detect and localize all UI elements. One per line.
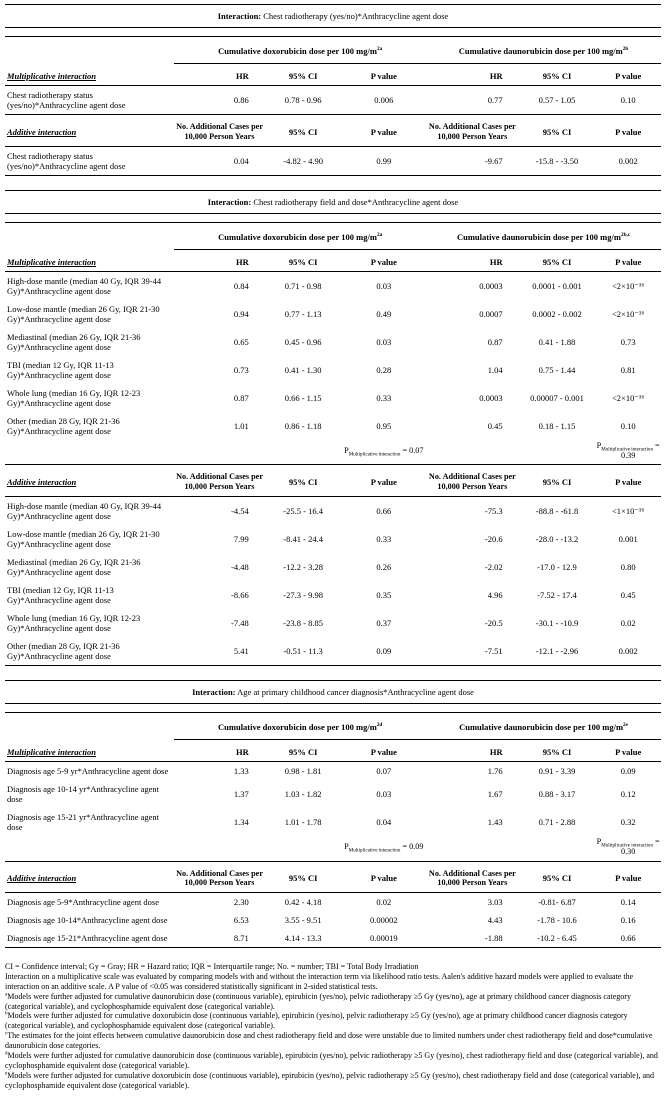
ci-cell: -8.41 - 24.4 <box>283 533 323 544</box>
p-value: = 0.39 <box>621 441 660 460</box>
pvalue-cell: 0.001 <box>618 533 638 544</box>
pvalue-cell: 0.04 <box>376 817 392 828</box>
col-header-ci: 95% CI <box>265 249 342 271</box>
p-value: = 0.30 <box>621 837 660 856</box>
row-label: Diagnosis age 5-9 yr*Anthracycline agent dose <box>7 766 169 777</box>
table1-caption <box>5 4 661 28</box>
col-header-pvalue: P value <box>342 861 427 892</box>
pvalue-cell: 0.33 <box>376 392 392 403</box>
row-label: Low-dose mantle (median 26 Gy, IQR 21-30 Gy)*Anthracycline agent dose <box>7 303 160 324</box>
col-header-ci: 95% CI <box>265 465 342 496</box>
pvalue-cell: 0.10 <box>620 421 636 431</box>
col-header-ci: 95% CI <box>519 115 596 146</box>
caption-prefix: Interaction: <box>217 11 262 21</box>
p-interaction-right <box>595 836 661 861</box>
footnote: CI = Confidence interval; Gy = Gray; HR = Hazard ratio; IQR = Interquartile range; No. = number; TBI = Total Body Irradiation <box>5 961 419 971</box>
footnotes-block <box>5 962 661 1091</box>
col-header-pvalue: P value <box>595 861 661 892</box>
estimate-cell: 0.45 <box>487 421 503 431</box>
group-footnote-marker: 2a <box>376 231 383 238</box>
pvalue-cell: 0.73 <box>620 336 636 347</box>
pvalue-cell: <1×10⁻¹⁶ <box>612 505 645 516</box>
col-header-cases: No. Additional Cases per 10,000 Person Years <box>426 861 518 892</box>
p-value: = 0.07 <box>402 445 424 455</box>
ci-cell: 0.88 - 3.17 <box>538 789 576 800</box>
daunorubicin-group-header <box>426 37 661 64</box>
p-sub-label: Multiplicative interaction <box>601 446 653 453</box>
table-row <box>5 581 661 609</box>
estimate-cell: -7.48 <box>231 617 249 628</box>
table-row <box>5 609 661 637</box>
estimate-cell: -4.54 <box>231 505 249 516</box>
col-header-ci: 95% CI <box>265 861 342 892</box>
row-label: Low-dose mantle (median 26 Gy, IQR 21-30 Gy)*Anthracycline agent dose <box>7 528 160 549</box>
interaction-table-chest-rt <box>5 36 661 175</box>
estimate-cell: 1.01 <box>233 421 249 431</box>
row-label: Diagnosis age 15-21*Anthracycline agent dose <box>7 932 168 943</box>
p-label: P <box>596 837 602 847</box>
estimate-cell: -7.51 <box>484 645 503 656</box>
ci-cell: 1.03 - 1.82 <box>284 789 322 800</box>
estimate-cell: 1.76 <box>487 766 503 777</box>
additive-rows <box>5 496 661 665</box>
estimate-cell: -2.02 <box>484 561 503 572</box>
col-header-pvalue: P value <box>342 465 427 496</box>
row-label: Mediastinal (median 26 Gy, IQR 21-36 Gy)*Anthracycline agent dose <box>7 556 141 577</box>
row-label: Other (median 28 Gy, IQR 21-36 Gy)*Anthracycline agent dose <box>7 640 120 661</box>
row-label: Whole lung (median 16 Gy, IQR 12-23 Gy)*Anthracycline agent dose <box>7 387 141 408</box>
pvalue-cell: 0.14 <box>620 896 636 907</box>
pvalue-cell: 0.16 <box>620 914 636 925</box>
pvalue-cell: 0.03 <box>376 336 392 347</box>
estimate-cell: 8.71 <box>233 932 249 943</box>
p-label: P <box>344 842 349 852</box>
table-row <box>5 328 661 356</box>
table-row <box>5 780 661 808</box>
estimate-cell: 0.04 <box>233 155 249 166</box>
pvalue-cell: 0.66 <box>376 505 392 516</box>
p-label: P <box>596 441 602 451</box>
ci-cell: -4.82 - 4.90 <box>283 155 323 166</box>
pvalue-cell: 0.00019 <box>370 932 398 943</box>
col-header-pvalue: P value <box>342 249 427 271</box>
ci-cell: -15.8 - -3.50 <box>535 155 579 166</box>
ci-cell: 0.18 - 1.15 <box>538 421 576 431</box>
ci-cell: -0.51 - 11.3 <box>283 645 323 656</box>
caption-text: Chest radiotherapy field and dose*Anthracycline agent dose <box>253 196 459 207</box>
estimate-cell: 1.33 <box>233 766 249 777</box>
doxorubicin-group-header <box>174 37 426 64</box>
table3-caption <box>5 680 661 704</box>
col-header-cases: No. Additional Cases per 10,000 Person Years <box>174 115 265 146</box>
table-row <box>5 808 661 836</box>
daunorubicin-group-header <box>426 222 661 249</box>
footnote-marker: a <box>5 992 8 997</box>
estimate-cell: 3.03 <box>487 896 503 907</box>
multiplicative-header-row <box>5 740 661 762</box>
estimate-cell: 0.86 <box>233 95 249 106</box>
group-label: Cumulative daunorubicin dose per 100 mg/m <box>459 722 624 733</box>
ci-cell: 0.00007 - 0.001 <box>530 392 584 403</box>
pvalue-cell: 0.09 <box>620 766 636 777</box>
table-row <box>5 892 661 911</box>
col-header-hr: HR <box>426 740 518 762</box>
p-label: P <box>344 445 349 455</box>
column-group-row <box>5 37 661 64</box>
ci-cell: 0.0001 - 0.001 <box>532 280 582 291</box>
section-header <box>5 861 174 892</box>
ci-cell: 0.75 - 1.44 <box>538 364 576 375</box>
pvalue-cell: <2×10⁻¹⁶ <box>612 280 645 291</box>
col-header-ci: 95% CI <box>265 740 342 762</box>
additive-header-row <box>5 115 661 146</box>
empty-cell <box>5 836 174 861</box>
group-label: Cumulative doxorubicin dose per 100 mg/m <box>218 46 377 57</box>
row-label: Diagnosis age 15-21 yr*Anthracycline agent dose <box>7 812 160 833</box>
table-row <box>5 929 661 948</box>
ci-cell: -25.5 - 16.4 <box>283 505 323 516</box>
col-header-pvalue: P value <box>595 115 661 146</box>
group-footnote-marker: 2d <box>376 722 383 729</box>
empty-cell <box>265 440 342 465</box>
pvalue-cell: 0.09 <box>376 645 392 656</box>
col-header-cases: No. Additional Cases per 10,000 Person Years <box>426 465 518 496</box>
table-row <box>5 356 661 384</box>
doxorubicin-group-header <box>174 222 426 249</box>
pvalue-cell: 0.02 <box>376 896 392 907</box>
col-header-hr: HR <box>426 64 518 86</box>
estimate-cell: 4.43 <box>487 914 503 925</box>
table2-caption <box>5 190 661 214</box>
section-label: Additive interaction <box>7 873 77 884</box>
pvalue-cell: 0.95 <box>376 421 392 431</box>
ci-cell: 0.91 - 3.39 <box>538 766 576 777</box>
ci-cell: -28.0 - -13.2 <box>535 533 579 544</box>
estimate-cell: 0.73 <box>233 364 249 375</box>
p-interaction-row <box>5 836 661 861</box>
p-value: = 0.09 <box>402 842 424 852</box>
ci-cell: 0.78 - 0.96 <box>284 95 322 106</box>
empty-cell <box>519 836 596 861</box>
table-row <box>5 412 661 440</box>
estimate-cell: 0.65 <box>233 336 249 347</box>
estimate-cell: -75.3 <box>484 505 503 516</box>
row-label: TBI (median 12 Gy, IQR 11-13 Gy)*Anthracycline agent dose <box>7 359 114 380</box>
col-header-pvalue: P value <box>595 465 661 496</box>
p-interaction-row <box>5 440 661 465</box>
footnote-marker: c <box>5 1031 8 1037</box>
pvalue-cell: 0.81 <box>620 364 636 375</box>
estimate-cell: -8.66 <box>231 589 249 600</box>
caption-text: Chest radiotherapy (yes/no)*Anthracycline agent dose <box>263 11 449 21</box>
group-label: Cumulative daunorubicin dose per 100 mg/m <box>456 231 621 242</box>
p-interaction-body <box>5 440 661 465</box>
footnote: $^a$Models were further adjusted for cumulative daunorubicin dose (continuous variable), epirubicin (yes/no), pelvic radiotherapy ≥5 Gy (yes/no), age at primary childhood cancer diagnosis category (categorical variable), and cyclophosphamide equivalent dose (categorical variable). <box>5 991 631 1011</box>
ci-cell: -27.3 - 9.98 <box>283 589 323 600</box>
group-footnote-marker: 2b,c <box>620 231 631 238</box>
table-row <box>5 86 661 115</box>
estimate-cell: 1.37 <box>233 789 249 800</box>
pvalue-cell: 0.07 <box>376 766 392 777</box>
estimate-cell: -9.67 <box>484 155 503 166</box>
section-label: Multiplicative interaction <box>7 256 97 267</box>
table-row <box>5 911 661 929</box>
section-header <box>5 115 174 146</box>
footnote: Interaction on a multiplicative scale was evaluated by comparing models with and without the interaction term via likelihood ratio tests. Aalen's additive hazard models were applied to evaluate the interaction on an additive scale. A P value of <0.05 was considered statistically significant in 2-sided statistical tests. <box>5 971 634 991</box>
multiplicative-header-row <box>5 64 661 86</box>
pvalue-cell: 0.99 <box>376 155 392 166</box>
col-header-ci: 95% CI <box>265 64 342 86</box>
row-label: High-dose mantle (median 40 Gy, IQR 39-44 Gy)*Anthracycline agent dose <box>7 500 162 521</box>
section-label: Additive interaction <box>7 126 77 137</box>
ci-cell: -88.8 - -61.8 <box>535 505 579 516</box>
col-header-pvalue: P value <box>595 64 661 86</box>
col-header-pvalue: P value <box>342 740 427 762</box>
row-label: Diagnosis age 10-14 yr*Anthracycline agent dose <box>7 784 160 805</box>
ci-cell: -1.78 - 10.6 <box>537 914 577 925</box>
col-header-hr: HR <box>174 249 265 271</box>
estimate-cell: 1.34 <box>233 817 249 828</box>
ci-cell: 0.45 - 0.96 <box>284 336 322 347</box>
multiplicative-header-row <box>5 249 661 271</box>
footnote: $^e$Models were further adjusted for cumulative doxorubicin dose (continuous variable), epirubicin (yes/no), pelvic radiotherapy ≥5 Gy (yes/no), chest radiotherapy field and dose (categorical variable), and cyclophosphamide equivalent dose (categorical variable). <box>5 1070 655 1090</box>
row-label: High-dose mantle (median 40 Gy, IQR 39-44 Gy)*Anthracycline agent dose <box>7 275 162 296</box>
estimate-cell: 4.96 <box>487 589 503 600</box>
section-label: Multiplicative interaction <box>7 70 97 81</box>
ci-cell: 0.77 - 1.13 <box>284 308 322 319</box>
estimate-cell: 2.30 <box>233 896 249 907</box>
estimate-cell: 7.99 <box>233 533 249 544</box>
p-interaction-left <box>342 836 427 861</box>
pvalue-cell: 0.66 <box>620 932 636 943</box>
table-row <box>5 146 661 175</box>
multiplicative-rows <box>5 271 661 440</box>
empty-cell <box>426 440 518 465</box>
ci-cell: -7.52 - 17.4 <box>537 589 577 600</box>
col-header-ci: 95% CI <box>265 115 342 146</box>
pvalue-cell: 0.37 <box>376 617 392 628</box>
p-sub-label: Multiplicative interaction <box>601 842 653 849</box>
estimate-cell: 1.04 <box>487 364 503 375</box>
estimate-cell: 0.0003 <box>479 392 503 403</box>
empty-cell <box>174 836 265 861</box>
row-label: Diagnosis age 10-14*Anthracycline agent dose <box>7 914 168 925</box>
ci-cell: -23.8 - 8.85 <box>283 617 323 628</box>
pvalue-cell: <2×10⁻¹⁶ <box>612 392 645 403</box>
doxorubicin-group-header <box>174 713 426 740</box>
empty-cell <box>265 836 342 861</box>
estimate-cell: 1.67 <box>487 789 503 800</box>
col-header-hr: HR <box>426 249 518 271</box>
estimate-cell: 0.84 <box>233 280 249 291</box>
estimate-cell: -4.48 <box>231 561 249 572</box>
additive-header-row <box>5 861 661 892</box>
p-sub-label: Multiplicative interaction <box>348 451 401 458</box>
empty-cell <box>174 440 265 465</box>
row-label: Mediastinal (median 26 Gy, IQR 21-36 Gy)*Anthracycline agent dose <box>7 331 141 352</box>
footnote: $^c$The estimates for the joint effects between cumulative daunorubicin dose and chest radiotherapy field and dose were unstable due to limited numbers under chest radiotherapy field and dose*cumulative daunorubicin dose categories. <box>5 1031 653 1051</box>
ci-cell: 0.98 - 1.81 <box>284 766 322 777</box>
multiplicative-rows <box>5 762 661 837</box>
group-footnote-marker: 2a <box>376 46 383 53</box>
ci-cell: 0.66 - 1.15 <box>284 392 322 403</box>
table-row <box>5 300 661 328</box>
ci-cell: -12.1 - -2.96 <box>535 645 579 656</box>
section-label: Multiplicative interaction <box>7 746 97 757</box>
pvalue-cell: 0.32 <box>620 817 636 828</box>
interaction-table-rt-field-dose <box>5 222 661 666</box>
pvalue-cell: 0.33 <box>376 533 392 544</box>
ci-cell: 0.57 - 1.05 <box>538 95 576 106</box>
table-row <box>5 525 661 553</box>
column-group-row <box>5 222 661 249</box>
row-label: Diagnosis age 5-9*Anthracycline agent dose <box>7 896 160 907</box>
row-label: Whole lung (median 16 Gy, IQR 12-23 Gy)*Anthracycline agent dose <box>7 612 141 633</box>
estimate-cell: -20.6 <box>484 533 503 544</box>
table-row <box>5 637 661 666</box>
col-header-cases: No. Additional Cases per 10,000 Person Years <box>174 465 265 496</box>
ci-cell: -10.2 - 6.45 <box>537 932 577 943</box>
empty-cell <box>5 37 174 64</box>
estimate-cell: 0.77 <box>487 95 503 106</box>
p-interaction-body <box>5 836 661 861</box>
p-interaction-left <box>342 440 427 465</box>
table-row <box>5 553 661 581</box>
col-header-ci: 95% CI <box>519 861 596 892</box>
ci-cell: -0.81- 6.87 <box>538 896 576 907</box>
pvalue-cell: 0.03 <box>376 280 392 291</box>
pvalue-cell: 0.10 <box>620 95 636 106</box>
table-row <box>5 271 661 300</box>
estimate-cell: 5.41 <box>233 645 249 656</box>
pvalue-cell: 0.12 <box>620 789 636 800</box>
section-header <box>5 740 174 762</box>
col-header-pvalue: P value <box>342 115 427 146</box>
pvalue-cell: 0.03 <box>376 789 392 800</box>
ci-cell: -17.0 - 12.9 <box>537 561 577 572</box>
empty-cell <box>5 440 174 465</box>
interaction-table-age <box>5 712 661 948</box>
section-header <box>5 465 174 496</box>
pvalue-cell: 0.45 <box>620 589 636 600</box>
estimate-cell: 0.87 <box>487 336 503 347</box>
caption-prefix: Interaction: <box>207 196 252 207</box>
footnote: $^b$Models were further adjusted for cumulative doxorubicin dose (continuous variable), epirubicin (yes/no), pelvic radiotherapy ≥5 Gy (yes/no), age at primary childhood cancer diagnosis category (categorical variable), and cyclophosphamide equivalent dose (categorical variable). <box>5 1011 628 1031</box>
estimate-cell: 0.0007 <box>479 308 503 319</box>
col-header-hr: HR <box>174 740 265 762</box>
section-label: Additive interaction <box>7 477 77 488</box>
ci-cell: 1.01 - 1.78 <box>284 817 322 828</box>
caption-text: Age at primary childhood cancer diagnosis*Anthracycline agent dose <box>237 686 474 697</box>
pvalue-cell: <2×10⁻¹⁶ <box>612 308 645 319</box>
estimate-cell: -1.88 <box>484 932 503 943</box>
col-header-ci: 95% CI <box>519 465 596 496</box>
ci-cell: 0.41 - 1.88 <box>538 336 576 347</box>
ci-cell: 0.42 - 4.18 <box>284 896 322 907</box>
column-group-row <box>5 713 661 740</box>
row-label: Chest radiotherapy status (yes/no)*Anthracycline agent dose <box>7 90 126 111</box>
pvalue-cell: 0.006 <box>374 95 394 106</box>
section-header <box>5 249 174 271</box>
estimate-cell: 1.43 <box>487 817 503 828</box>
caption-prefix: Interaction: <box>192 686 236 697</box>
col-header-pvalue: P value <box>342 64 427 86</box>
section-header <box>5 64 174 86</box>
col-header-ci: 95% CI <box>519 64 596 86</box>
additive-rows <box>5 146 661 175</box>
estimate-cell: 0.87 <box>233 392 249 403</box>
col-header-pvalue: P value <box>595 249 661 271</box>
group-footnote-marker: 2b <box>622 46 629 53</box>
table-row <box>5 384 661 412</box>
ci-cell: 0.71 - 2.88 <box>538 817 576 828</box>
table-row <box>5 762 661 781</box>
pvalue-cell: 0.00002 <box>370 914 398 925</box>
pvalue-cell: 0.28 <box>376 364 392 375</box>
row-label: Other (median 28 Gy, IQR 21-36 Gy)*Anthracycline agent dose <box>7 416 120 437</box>
col-header-cases: No. Additional Cases per 10,000 Person Years <box>174 861 265 892</box>
empty-cell <box>519 440 596 465</box>
row-label: TBI (median 12 Gy, IQR 11-13 Gy)*Anthracycline agent dose <box>7 584 114 605</box>
col-header-pvalue: P value <box>595 740 661 762</box>
p-interaction-right <box>595 440 661 465</box>
ci-cell: 4.14 - 13.3 <box>284 932 322 943</box>
pvalue-cell: 0.35 <box>376 589 392 600</box>
group-footnote-marker: 2e <box>623 722 629 729</box>
group-label: Cumulative doxorubicin dose per 100 mg/m <box>218 231 377 242</box>
col-header-ci: 95% CI <box>519 249 596 271</box>
pvalue-cell: 0.49 <box>376 308 392 319</box>
pvalue-cell: 0.002 <box>618 645 638 656</box>
col-header-cases: No. Additional Cases per 10,000 Person Years <box>426 115 518 146</box>
footnote-marker: d <box>5 1051 8 1057</box>
additive-header-row <box>5 465 661 496</box>
empty-cell <box>426 836 518 861</box>
p-sub-label: Multiplicative interaction <box>348 847 401 854</box>
estimate-cell: 0.0003 <box>479 280 503 291</box>
ci-cell: 0.0002 - 0.002 <box>532 308 582 319</box>
empty-cell <box>5 222 174 249</box>
pvalue-cell: 0.002 <box>618 155 638 166</box>
col-header-ci: 95% CI <box>519 740 596 762</box>
estimate-cell: 6.53 <box>233 914 249 925</box>
estimate-cell: 0.94 <box>233 308 249 319</box>
group-label: Cumulative doxorubicin dose per 100 mg/m <box>218 722 377 733</box>
pvalue-cell: 0.02 <box>620 617 636 628</box>
footnote-marker: b <box>5 1011 8 1017</box>
footnote: $^d$Models were further adjusted for cumulative daunorubicin dose (continuous variable), epirubicin (yes/no), pelvic radiotherapy ≥5 Gy (yes/no), chest radiotherapy field and dose (categorical variable), and cyclophosphamide equivalent dose (categorical variable). <box>5 1051 658 1070</box>
ci-cell: -12.2 - 3.28 <box>283 561 323 572</box>
pvalue-cell: 0.80 <box>620 561 636 572</box>
col-header-hr: HR <box>174 64 265 86</box>
empty-cell <box>5 713 174 740</box>
row-label: Chest radiotherapy status (yes/no)*Anthracycline agent dose <box>7 150 126 171</box>
pvalue-cell: 0.26 <box>376 561 392 572</box>
group-label: Cumulative daunorubicin dose per 100 mg/m <box>458 46 623 57</box>
daunorubicin-group-header <box>426 713 661 740</box>
estimate-cell: -20.5 <box>484 617 503 628</box>
ci-cell: 0.41 - 1.30 <box>284 364 322 375</box>
ci-cell: 0.71 - 0.98 <box>284 280 322 291</box>
ci-cell: 0.86 - 1.18 <box>284 421 322 431</box>
multiplicative-rows <box>5 86 661 115</box>
additive-rows <box>5 892 661 947</box>
footnote-marker: e <box>5 1071 8 1077</box>
table-row <box>5 496 661 525</box>
ci-cell: -30.1 - -10.9 <box>535 617 579 628</box>
ci-cell: 3.55 - 9.51 <box>284 914 322 925</box>
